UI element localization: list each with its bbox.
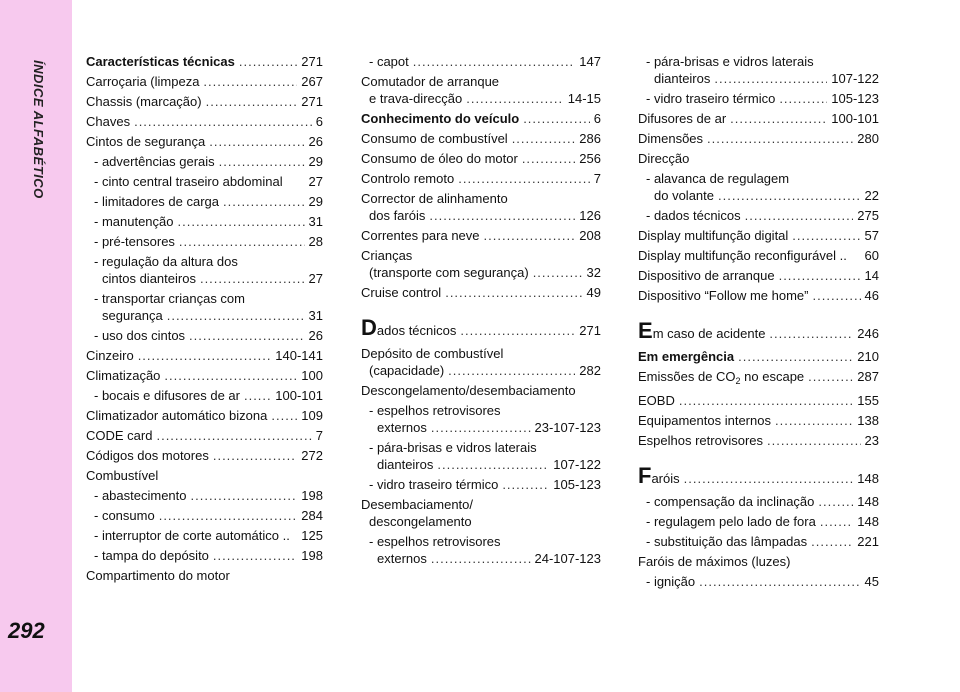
index-subentry: - manutenção ..... 31 xyxy=(86,212,323,232)
index-subentry: - advertências gerais ..... 29 xyxy=(86,152,323,172)
index-title-vertical xyxy=(32,60,48,300)
index-subentry: externos ..... 23-107-123 xyxy=(361,418,601,438)
index-subentry: - dados técnicos ..... 275 xyxy=(638,206,879,226)
index-entry: Cinzeiro ..... 140-141 xyxy=(86,346,323,366)
index-entry: Climatização ..... 100 xyxy=(86,366,323,386)
index-entry: Conhecimento do veículo ..... 6 xyxy=(361,109,601,129)
index-subentry: - regulagem pelo lado de fora ..... 148 xyxy=(638,512,879,532)
index-subentry-line: - espelhos retrovisores xyxy=(369,534,501,549)
index-subentry: - vidro traseiro térmico ..... 105-123 xyxy=(638,89,879,109)
index-entry: Cruise control ..... 49 xyxy=(361,283,601,303)
index-subentry-line: - espelhos retrovisores xyxy=(369,403,501,418)
index-subentry-line: - alavanca de regulagem xyxy=(646,171,790,186)
index-column-2 xyxy=(361,52,601,569)
index-entry: dos faróis ..... 126 xyxy=(361,206,601,226)
index-entry-line: Depósito de combustível xyxy=(361,346,504,361)
page-number: 292 xyxy=(8,618,45,643)
index-subentry: - compensação da inclinação ..... 148 xyxy=(638,492,879,512)
index-entry-heading-cont: descongelamento xyxy=(369,514,472,529)
index-entry: Consumo de combustível ..... 286 xyxy=(361,129,601,149)
section-letter-f: F xyxy=(638,463,652,488)
index-subentry: - uso dos cintos ..... 26 xyxy=(86,326,323,346)
index-subentry: externos ..... 24-107-123 xyxy=(361,549,601,569)
index-subentry: dianteiros ..... 107-122 xyxy=(361,455,601,475)
index-entry: Equipamentos internos ..... 138 xyxy=(638,411,879,431)
index-entry-heading: Desembaciamento/ xyxy=(361,497,473,512)
index-section-e: Em caso de acidente ..... 246 xyxy=(638,320,879,344)
index-subentry-line: - pára-brisas e vidros laterais xyxy=(646,54,814,69)
index-subentry: - pré-tensores ..... 28 xyxy=(86,232,323,252)
index-entry: CODE card ..... 7 xyxy=(86,426,323,446)
index-entry: (capacidade) ..... 282 xyxy=(361,361,601,381)
index-entry: Emissões de $CO_2$ no escape ..... 287 xyxy=(638,367,879,391)
index-entry-heading: Faróis de máximos (luzes) xyxy=(638,554,791,569)
index-subentry: - tampa do depósito ..... 198 xyxy=(86,546,323,566)
index-entry: Códigos dos motores ..... 272 xyxy=(86,446,323,466)
index-entry-heading: Direcção xyxy=(638,151,690,166)
index-entry: Correntes para neve ..... 208 xyxy=(361,226,601,246)
index-subentry: cintos dianteiros ..... 27 xyxy=(86,269,323,289)
index-entry: Climatizador automático bizona ..... 109 xyxy=(86,406,323,426)
index-entry-heading: Combustível xyxy=(86,468,159,483)
index-subentry: segurança ..... 31 xyxy=(86,306,323,326)
index-entry: Dispositivo de arranque ..... 14 xyxy=(638,266,879,286)
index-column-1 xyxy=(86,52,323,586)
index-entry: Em emergência ..... 210 xyxy=(638,347,879,367)
index-entry: Características técnicas ..... 271 xyxy=(86,52,323,72)
index-subentry: - vidro traseiro térmico ..... 105-123 xyxy=(361,475,601,495)
index-subentry: - consumo ..... 284 xyxy=(86,506,323,526)
index-entry-line: Crianças xyxy=(361,248,413,263)
index-subentry: - capot ..... 147 xyxy=(361,52,601,72)
index-section-f: Faróis ..... 148 xyxy=(638,465,879,489)
index-entry: Espelhos retrovisores ..... 23 xyxy=(638,431,879,451)
index-subentry-line: - pára-brisas e vidros laterais xyxy=(369,440,537,455)
index-column-3 xyxy=(638,52,879,592)
index-subentry: do volante ..... 22 xyxy=(638,186,879,206)
index-subentry: - interruptor de corte automático .. 125 xyxy=(94,528,323,543)
index-entry: Carroçaria (limpeza ..... 267 xyxy=(86,72,323,92)
index-section-d: Dados técnicos ..... 271 xyxy=(361,317,601,341)
index-entry-line: Comutador de arranque xyxy=(361,74,500,89)
index-subentry: dianteiros ..... 107-122 xyxy=(638,69,879,89)
index-entry: Display multifunção digital ..... 57 xyxy=(638,226,879,246)
index-entry: (transporte com segurança) ..... 32 xyxy=(361,263,601,283)
index-entry: Difusores de ar ..... 100-101 xyxy=(638,109,879,129)
index-subentry: - bocais e difusores de ar ..... 100-101 xyxy=(86,386,323,406)
index-subentry: - abastecimento ..... 198 xyxy=(86,486,323,506)
index-subentry-line: - regulação da altura dos xyxy=(94,254,238,269)
index-title: ÍNDICE ALFABÉTICO xyxy=(31,60,46,199)
index-entry: e trava-direcção ..... 14-15 xyxy=(361,89,601,109)
index-entry: EOBD ..... 155 xyxy=(638,391,879,411)
index-subentry: - cinto central traseiro abdominal 27 xyxy=(94,174,323,189)
index-entry: Dispositivo “Follow me home” ..... 46 xyxy=(638,286,879,306)
index-entry: Cintos de segurança ..... 26 xyxy=(86,132,323,152)
index-entry-heading: Compartimento do motor xyxy=(86,568,230,583)
sidebar-band xyxy=(0,0,72,692)
index-entry: Chassis (marcação) ..... 271 xyxy=(86,92,323,112)
index-subentry-line: - transportar crianças com xyxy=(94,291,245,306)
section-letter-e: E xyxy=(638,318,653,343)
index-entry-line: Corrector de alinhamento xyxy=(361,191,508,206)
index-entry: Dimensões ..... 280 xyxy=(638,129,879,149)
index-entry: Controlo remoto ..... 7 xyxy=(361,169,601,189)
index-subentry: - substituição das lâmpadas ..... 221 xyxy=(638,532,879,552)
index-entry: Display multifunção reconfigurável .. 60 xyxy=(638,248,879,263)
index-entry: Chaves ..... 6 xyxy=(86,112,323,132)
index-subentry: - ignição ..... 45 xyxy=(638,572,879,592)
index-entry: Consumo de óleo do motor ..... 256 xyxy=(361,149,601,169)
section-letter-d: D xyxy=(361,315,377,340)
index-subentry: - limitadores de carga ..... 29 xyxy=(86,192,323,212)
index-entry-heading: Descongelamento/desembaciamento xyxy=(361,383,576,398)
